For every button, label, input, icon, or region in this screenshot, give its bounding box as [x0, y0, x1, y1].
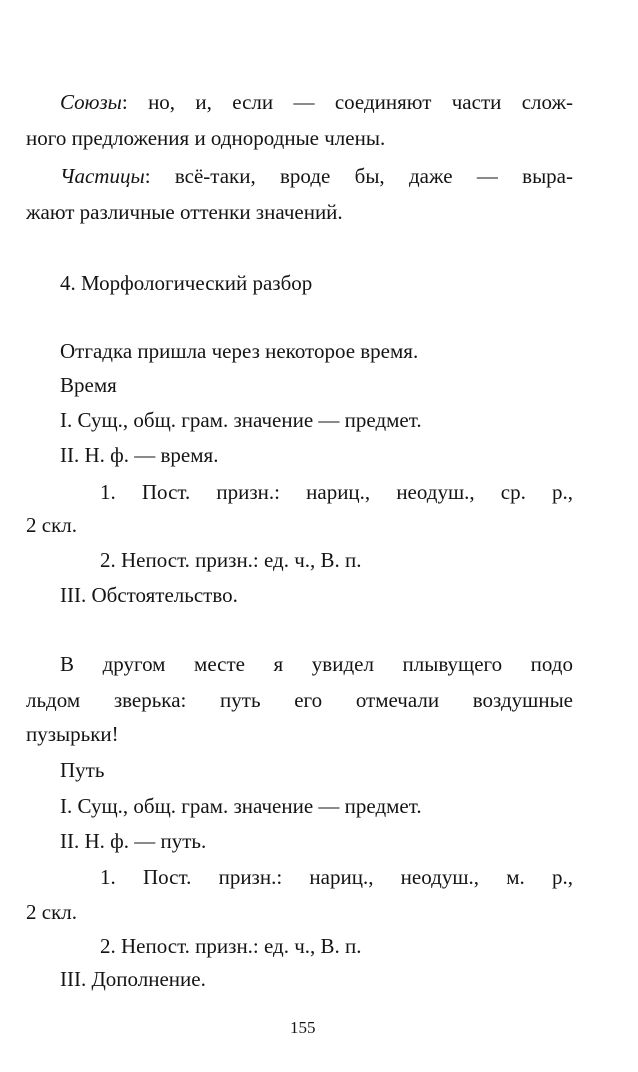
particles-term: Частицы	[60, 166, 145, 188]
analysis-2-sub-2: 2. Непост. призн.: ед. ч., В. п.	[100, 934, 362, 958]
conjunctions-line-1	[60, 92, 573, 116]
analysis-1-word: Время	[60, 373, 117, 397]
analysis-1-item-3: III. Обстоятельство.	[60, 583, 238, 607]
analysis-1-sentence: Отгадка пришла через некоторое время.	[60, 339, 419, 363]
analysis-2-item-1: I. Сущ., общ. грам. значение — предмет.	[60, 794, 422, 818]
page-number: 155	[290, 1018, 316, 1037]
conjunctions-line-2: ного предложения и однородные члены.	[26, 126, 386, 150]
particles-line-1	[60, 166, 573, 190]
particles-definition: : всё-таки, вроде бы, даже — выра-	[144, 166, 573, 188]
analysis-1-item-2: II. Н. ф. — время.	[60, 443, 219, 467]
analysis-2-sub-1-line-2: 2 скл.	[26, 900, 78, 924]
particles-line-2: жают различные оттенки значений.	[26, 200, 343, 224]
analysis-1-sub-2: 2. Непост. призн.: ед. ч., В. п.	[100, 548, 362, 572]
analysis-1-item-1: I. Сущ., общ. грам. значение — предмет.	[60, 408, 422, 432]
conjunctions-term: Союзы	[60, 92, 122, 114]
analysis-2-sentence-line-1: В другом месте я увидел плывущего подо	[60, 654, 573, 676]
analysis-2-sentence-line-3: пузырьки!	[26, 722, 119, 746]
analysis-1-sub-1-line-2: 2 скл.	[26, 513, 78, 537]
analysis-2-sentence-line-2: льдом зверька: путь его отмечали воздушные	[26, 690, 573, 712]
analysis-2-word: Путь	[60, 758, 105, 782]
conjunctions-definition: : но, и, если — соединяют части слож-	[121, 92, 573, 114]
analysis-1-sub-1-line-1: 1. Пост. призн.: нариц., неодуш., ср. р.,	[100, 482, 573, 504]
analysis-2-item-2: II. Н. ф. — путь.	[60, 829, 207, 853]
analysis-2-item-3: III. Дополнение.	[60, 967, 206, 991]
section-heading: 4. Морфологический разбор	[60, 271, 313, 295]
analysis-2-sub-1-line-1: 1. Пост. призн.: нариц., неодуш., м. р.,	[100, 867, 573, 889]
